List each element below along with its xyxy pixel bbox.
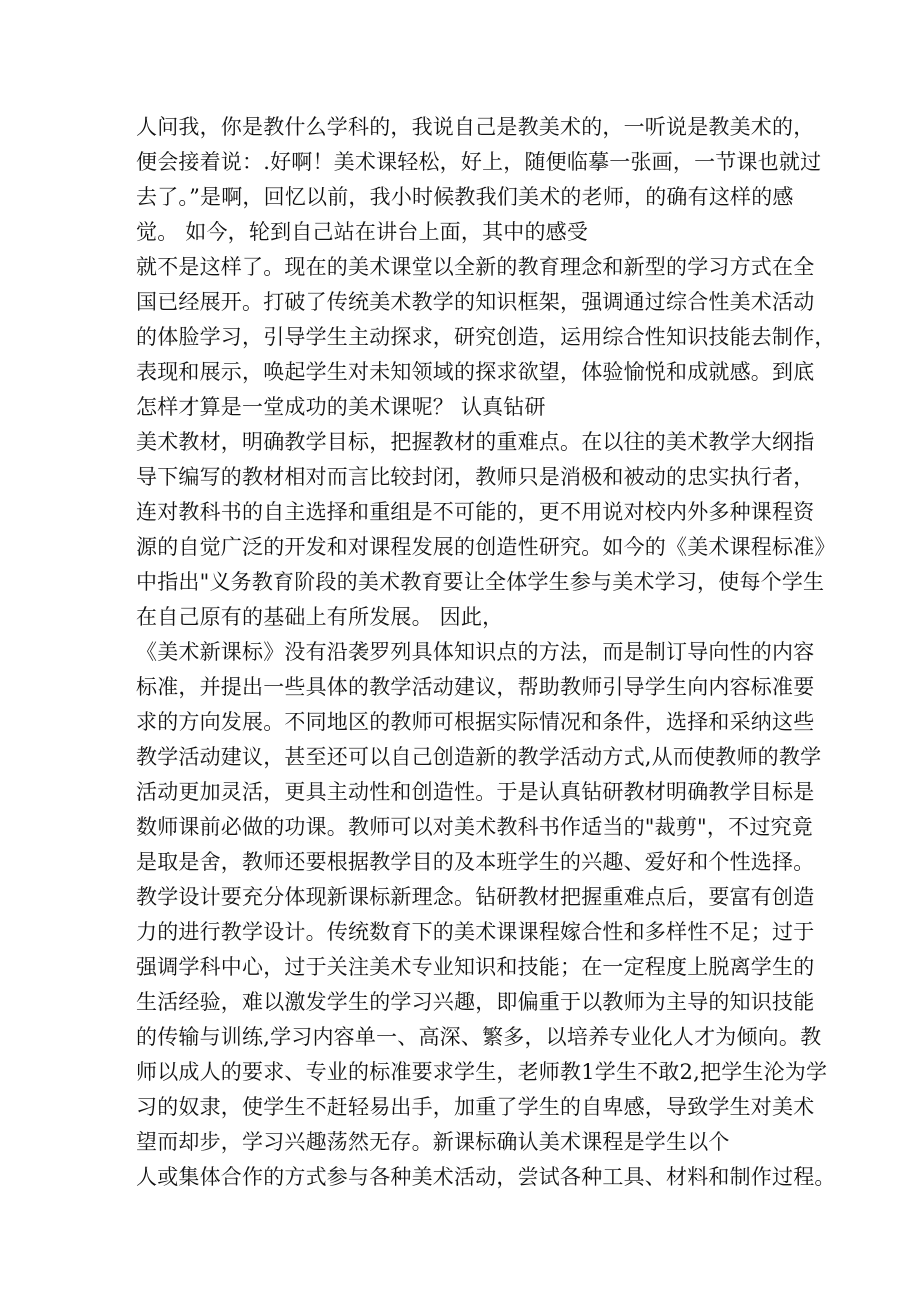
text-line: 国已经展开。打破了传统美术教学的知识框架，强调通过综合性美术活动 — [136, 290, 815, 314]
text-line: 《美术新课标》没有沿袭罗列具体知识点的方法，而是制订导向性的内容 — [136, 640, 815, 664]
text-line: 求的方向发展。不同地区的教师可根据实际情况和条件，选择和采纳这些 — [136, 710, 815, 734]
text-line: 标准，并提出一些具体的教学活动建议，帮助教师引导学生向内容标准要 — [136, 675, 815, 699]
text-line: 在自己原有的基础上有所发展。 因此， — [136, 605, 504, 629]
text-line: 是取是舍，教师还要根据教学目的及本班学生的兴趣、爱好和个性选择。 — [136, 850, 815, 874]
text-line: 的传输与训练,学习内容单一、高深、繁多，以培养专业化人才为倾向。教 — [136, 1025, 822, 1049]
text-line: 师以成人的要求、专业的标准要求学生，老师教1学生不敢2,把学生沦为学 — [136, 1060, 828, 1084]
text-line: 表现和展示，唤起学生对未知领域的探求欲望，体验愉悦和成就感。到底 — [136, 360, 815, 384]
text-line: 便会接着说：.好啊！美术课轻松，好上，随便临摹一张画，一节课也就过 — [136, 150, 822, 174]
text-line: 就不是这样了。现在的美术课堂以全新的教育理念和新型的学习方式在全 — [136, 255, 815, 279]
text-line: 导下编写的教材相对而言比较封闭，教师只是消极和被动的忠实执行者， — [136, 465, 815, 489]
text-line: 中指出"义务教育阶段的美术教育要让全体学生参与美术学习，使每个学生 — [136, 570, 825, 594]
text-line: 强调学科中心，过于关注美术专业知识和技能；在一定程度上脱离学生的 — [136, 955, 815, 979]
text-line: 人或集体合作的方式参与各种美术活动，尝试各种工具、材料和制作过程。 — [136, 1165, 836, 1189]
text-line: 数师课前必做的功课。教师可以对美术教科书作适当的"裁剪"，不过究竟 — [136, 815, 813, 839]
text-line: 教学设计要充分体现新课标新理念。钻研教材把握重难点后，要富有创造 — [136, 885, 815, 909]
text-line: 美术教材，明确教学目标，把握教材的重难点。在以往的美术教学大纲指 — [136, 430, 815, 454]
text-line: 望而却步，学习兴趣荡然无存。新课标确认美术课程是学生以个 — [136, 1130, 730, 1154]
text-line: 连对教科书的自主选择和重组是不可能的，更不用说对校内外多种课程资 — [136, 500, 815, 524]
text-line: 生活经验，难以激发学生的学习兴趣，即偏重于以教师为主导的知识技能 — [136, 990, 815, 1014]
text-line: 人问我，你是教什么学科的，我说自己是教美术的，一听说是教美术的， — [136, 115, 815, 139]
text-line: 教学活动建议，甚至还可以自己创造新的教学活动方式,从而使教师的教学 — [136, 745, 822, 769]
text-line: 怎样才算是一堂成功的美术课呢？ 认真钻研 — [136, 395, 546, 419]
text-line: 觉。 如今，轮到自己站在讲台上面，其中的感受 — [136, 220, 589, 244]
text-line: 力的进行教学设计。传统数育下的美术课课程嫁合性和多样性不足；过于 — [136, 920, 815, 944]
text-line: 的体脸学习，引导学生主动探求，研究创造，运用综合性知识技能去制作， — [136, 325, 836, 349]
text-line: 习的奴隶，使学生不赶轻易出手，加重了学生的自卑感，导致学生对美术 — [136, 1095, 815, 1119]
text-line: 活动更加灵活，更具主动性和创造性。于是认真钻研教材明确教学目标是 — [136, 780, 815, 804]
text-line: 去了。”是啊，回忆以前，我小时候教我们美术的老师，的确有这样的感 — [136, 185, 794, 209]
text-line: 源的自觉广泛的开发和对课程发展的创造性研究。如今的《美术课程标准》 — [136, 535, 836, 559]
